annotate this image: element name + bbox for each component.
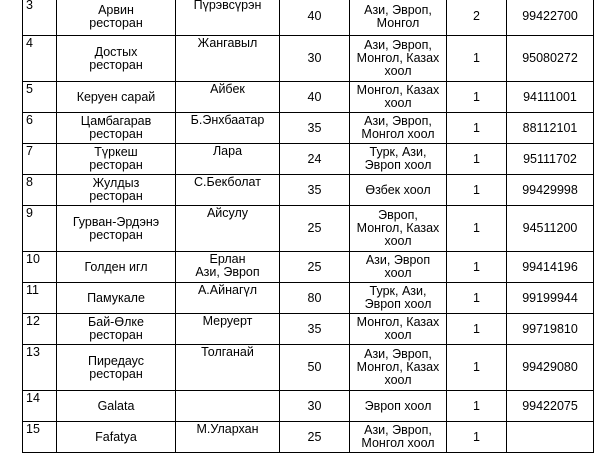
- restaurant-name-cell: [57, 144, 176, 175]
- seat-count: 35: [307, 321, 322, 336]
- owner-name: Айсулу: [206, 206, 249, 220]
- phone-number-cell: [507, 36, 594, 82]
- phone-number: 99429080: [522, 360, 578, 374]
- owner-name: Айбек: [210, 82, 245, 96]
- cuisine-type: Турк, Ази, Эвроп хоол: [364, 145, 432, 172]
- table-row: [23, 252, 594, 283]
- room-count: 1: [473, 429, 480, 444]
- restaurant-name: Galata: [97, 398, 135, 413]
- owner-name-cell: [176, 175, 280, 206]
- owner-name: Меруерт: [202, 314, 253, 328]
- room-count: 1: [473, 221, 480, 235]
- seat-count: 25: [307, 429, 322, 444]
- phone-number: 99429998: [522, 182, 578, 197]
- room-count-cell: [447, 0, 507, 36]
- room-count-cell: [447, 113, 507, 144]
- row-number: 11: [26, 283, 39, 297]
- row-number-cell: [23, 422, 57, 453]
- seat-count-cell: [280, 206, 350, 252]
- cuisine-type: Монгол, Казах хоол: [356, 83, 440, 110]
- restaurant-name: Жулдыз ресторан: [89, 176, 143, 203]
- cuisine-type: Ази, Эвроп, Монгол, Казах хоол: [356, 38, 440, 78]
- owner-name-cell: [176, 314, 280, 345]
- owner-name: Лара: [212, 144, 243, 158]
- phone-number: 95080272: [522, 51, 578, 65]
- room-count: 1: [473, 89, 480, 104]
- restaurant-name-cell: [57, 252, 176, 283]
- phone-number: 99422075: [522, 398, 578, 413]
- restaurant-name-cell: [57, 422, 176, 453]
- seat-count-cell: [280, 391, 350, 422]
- restaurant-name-cell: [57, 345, 176, 391]
- owner-name-cell: [176, 422, 280, 453]
- restaurant-name-cell: [57, 36, 176, 82]
- restaurant-table: [22, 0, 594, 453]
- seat-count-cell: [280, 252, 350, 283]
- row-number: 14: [26, 391, 40, 405]
- restaurant-name: Голден игл: [84, 259, 148, 274]
- owner-name-cell: [176, 0, 280, 36]
- phone-number-cell: [507, 82, 594, 113]
- restaurant-name: Бай-Өлке ресторан: [88, 315, 144, 342]
- row-number-cell: [23, 82, 57, 113]
- row-number-cell: [23, 206, 57, 252]
- phone-number-cell: [507, 252, 594, 283]
- owner-name-cell: [176, 144, 280, 175]
- room-count-cell: [447, 82, 507, 113]
- row-number: 10: [26, 252, 40, 266]
- row-number: 15: [26, 422, 40, 436]
- seat-count: 35: [307, 120, 322, 135]
- table-row: [23, 314, 594, 345]
- room-count-cell: [447, 144, 507, 175]
- owner-name: Пүрэвсүрэн: [193, 0, 262, 12]
- owner-name-cell: [176, 82, 280, 113]
- phone-number-cell: [507, 345, 594, 391]
- owner-name-cell: [176, 36, 280, 82]
- room-count: 1: [473, 259, 480, 274]
- row-number-cell: [23, 144, 57, 175]
- seat-count: 25: [307, 259, 322, 274]
- cuisine-type-cell: [350, 36, 447, 82]
- phone-number-cell: [507, 175, 594, 206]
- cuisine-type-cell: [350, 0, 447, 36]
- table-row: [23, 175, 594, 206]
- row-number: 5: [26, 82, 33, 96]
- phone-number-cell: [507, 206, 594, 252]
- table-body: [23, 0, 594, 453]
- row-number: 7: [26, 144, 33, 158]
- table-row: [23, 391, 594, 422]
- room-count: 1: [473, 51, 480, 65]
- room-count: 1: [473, 360, 480, 374]
- owner-name-cell: [176, 206, 280, 252]
- phone-number: 95111702: [523, 151, 577, 166]
- row-number: 3: [26, 0, 33, 12]
- table-row: [23, 82, 594, 113]
- row-number-cell: [23, 314, 57, 345]
- row-number-cell: [23, 113, 57, 144]
- room-count-cell: [447, 391, 507, 422]
- restaurant-name: Fafatya: [95, 429, 137, 444]
- row-number-cell: [23, 0, 57, 36]
- cuisine-type: Эвроп, Монгол, Казах хоол: [356, 208, 440, 248]
- cuisine-type-cell: [350, 252, 447, 283]
- seat-count-cell: [280, 0, 350, 36]
- owner-name: Б.Энхбаатар: [190, 113, 265, 127]
- seat-count: 25: [307, 221, 322, 235]
- row-number-cell: [23, 175, 57, 206]
- seat-count-cell: [280, 283, 350, 314]
- row-number-cell: [23, 345, 57, 391]
- phone-number-cell: [507, 113, 594, 144]
- table-row: [23, 113, 594, 144]
- owner-name: С.Бекболат: [194, 175, 261, 189]
- phone-number: 99422700: [522, 9, 578, 23]
- seat-count-cell: [280, 175, 350, 206]
- table-row: [23, 283, 594, 314]
- row-number: 6: [26, 113, 33, 127]
- cuisine-type: Ази, Эвроп, Монгол хоол: [361, 114, 435, 141]
- phone-number: 99414196: [522, 259, 578, 274]
- seat-count: 50: [307, 360, 322, 374]
- room-count-cell: [447, 422, 507, 453]
- table-row: [23, 144, 594, 175]
- room-count: 1: [473, 151, 480, 166]
- seat-count: 35: [307, 182, 322, 197]
- room-count-cell: [447, 283, 507, 314]
- room-count-cell: [447, 175, 507, 206]
- cuisine-type: Өзбек хоол: [365, 182, 431, 197]
- phone-number-cell: [507, 283, 594, 314]
- restaurant-name: Түркеш ресторан: [89, 145, 143, 172]
- seat-count-cell: [280, 422, 350, 453]
- seat-count-cell: [280, 144, 350, 175]
- restaurant-name: Арвин ресторан: [89, 2, 143, 30]
- room-count-cell: [447, 206, 507, 252]
- restaurant-name: Памукале: [87, 290, 145, 305]
- room-count: 1: [473, 290, 480, 305]
- row-number: 4: [26, 36, 33, 50]
- owner-name: М.Улархан: [196, 422, 259, 436]
- restaurant-name-cell: [57, 206, 176, 252]
- row-number-cell: [23, 252, 57, 283]
- cuisine-type-cell: [350, 314, 447, 345]
- row-number-cell: [23, 391, 57, 422]
- restaurant-name-cell: [57, 0, 176, 36]
- room-count-cell: [447, 36, 507, 82]
- phone-number-cell: [507, 391, 594, 422]
- restaurant-name: Пиредаус ресторан: [87, 353, 145, 381]
- room-count: 1: [473, 398, 480, 413]
- cuisine-type: Ази, Эвроп, Монгол, Казах хоол: [356, 347, 440, 387]
- restaurant-name: Цамбагарав ресторан: [80, 114, 152, 141]
- restaurant-name-cell: [57, 113, 176, 144]
- restaurant-name-cell: [57, 283, 176, 314]
- owner-name-cell: [176, 252, 280, 283]
- phone-number: 94111001: [523, 89, 577, 104]
- cuisine-type-cell: [350, 144, 447, 175]
- owner-name: А.Айнагүл: [197, 283, 258, 297]
- phone-number: 99719810: [522, 321, 578, 336]
- owner-name-cell: [176, 391, 280, 422]
- row-number-cell: [23, 36, 57, 82]
- room-count: 1: [473, 120, 480, 135]
- seat-count: 30: [307, 398, 322, 413]
- room-count-cell: [447, 345, 507, 391]
- owner-name: Толганай: [201, 345, 254, 359]
- restaurant-name-cell: [57, 391, 176, 422]
- cuisine-type: Ази, Эвроп, Монгол: [364, 2, 432, 30]
- cuisine-type-cell: [350, 82, 447, 113]
- cuisine-type-cell: [350, 422, 447, 453]
- seat-count-cell: [280, 82, 350, 113]
- owner-name: Жангавыл: [197, 36, 258, 50]
- table-row: [23, 36, 594, 82]
- seat-count: 24: [307, 151, 322, 166]
- table-row: [23, 206, 594, 252]
- room-count-cell: [447, 314, 507, 345]
- restaurant-name: Достых ресторан: [89, 44, 143, 72]
- restaurant-name: Гурван-Эрдэнэ ресторан: [72, 214, 160, 242]
- phone-number-cell: [507, 314, 594, 345]
- restaurant-name-cell: [57, 314, 176, 345]
- phone-number-cell: [507, 422, 594, 453]
- room-count: 2: [473, 9, 480, 23]
- room-count: 1: [473, 182, 480, 197]
- seat-count: 30: [307, 51, 322, 65]
- cuisine-type-cell: [350, 113, 447, 144]
- seat-count-cell: [280, 345, 350, 391]
- cuisine-type-cell: [350, 206, 447, 252]
- seat-count-cell: [280, 314, 350, 345]
- owner-name-cell: [176, 345, 280, 391]
- seat-count: 80: [307, 290, 322, 305]
- row-number: 9: [26, 206, 33, 220]
- restaurant-name-cell: [57, 175, 176, 206]
- cuisine-type-cell: [350, 283, 447, 314]
- cuisine-type-cell: [350, 391, 447, 422]
- restaurant-name-cell: [57, 82, 176, 113]
- room-count: 1: [473, 321, 480, 336]
- cuisine-type: Ази, Эвроп, Монгол хоол: [361, 423, 435, 450]
- owner-name-cell: [176, 113, 280, 144]
- row-number: 13: [26, 345, 40, 359]
- table-row: [23, 345, 594, 391]
- phone-number: 88112101: [522, 120, 578, 135]
- owner-name-cell: [176, 283, 280, 314]
- cuisine-type: Монгол, Казах хоол: [356, 315, 440, 342]
- cuisine-type: Турк, Ази, Эвроп хоол: [364, 284, 432, 311]
- seat-count: 40: [307, 89, 322, 104]
- cuisine-type-cell: [350, 175, 447, 206]
- row-number: 8: [26, 175, 33, 189]
- cuisine-type: Эвроп хоол: [364, 398, 432, 413]
- phone-number: 94511200: [522, 221, 578, 235]
- phone-number-cell: [507, 0, 594, 36]
- table-row: [23, 422, 594, 453]
- table-row: [23, 0, 594, 36]
- room-count-cell: [447, 252, 507, 283]
- seat-count-cell: [280, 113, 350, 144]
- cuisine-type: Ази, Эвроп хоол: [365, 253, 431, 280]
- row-number-cell: [23, 283, 57, 314]
- row-number: 12: [26, 314, 40, 328]
- phone-number: 99199944: [522, 290, 578, 305]
- cuisine-type-cell: [350, 345, 447, 391]
- restaurant-name: Керуен сарай: [76, 89, 156, 104]
- phone-number-cell: [507, 144, 594, 175]
- seat-count-cell: [280, 36, 350, 82]
- owner-name: Ерлан Ази, Эвроп: [195, 252, 260, 279]
- seat-count: 40: [307, 9, 322, 23]
